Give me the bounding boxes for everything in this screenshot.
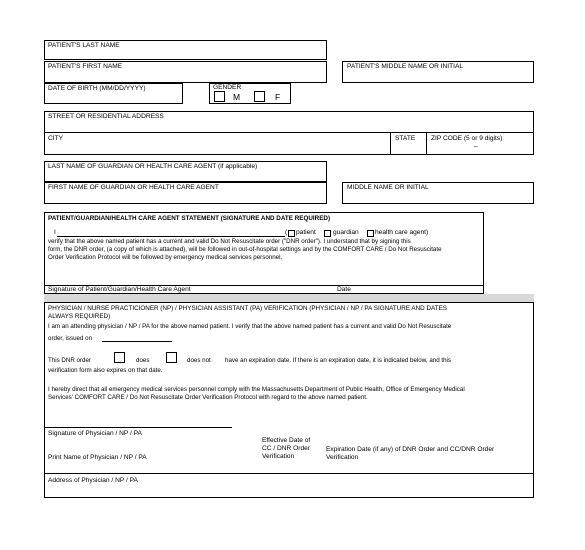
statement-body-line1: verify that the above named patient has a current and valid Do Not Resuscitate order ("DNR order"). I understand that by signing this — [48, 238, 411, 245]
gender-f-checkbox[interactable] — [254, 91, 265, 102]
statement-guardian-checkbox[interactable] — [324, 230, 331, 237]
patient-street-label: STREET OR RESIDENTIAL ADDRESS — [48, 113, 164, 120]
statement-agent-label: health care agent) — [375, 229, 429, 236]
statement-i-label: I — [54, 229, 56, 236]
physician-address-label: Address of Physician / NP / PA — [48, 477, 138, 484]
physician-signature-label: Signature of Physician / NP / PA — [48, 430, 142, 437]
patient-last-name-label: PATIENT'S LAST NAME — [48, 42, 120, 49]
patient-zip-dash: – — [474, 143, 478, 150]
patient-first-name-label: PATIENT'S FIRST NAME — [48, 63, 123, 70]
physician-address-line[interactable] — [44, 473, 534, 474]
physician-signature-line[interactable] — [44, 427, 232, 428]
dnr-does-label: does — [136, 357, 150, 364]
physician-attest-line2: order, issued on — [48, 335, 93, 342]
physician-attest-line1: I am an attending physician / NP / PA for the above named patient. I verify that the above named patient has a current and valid Do Not Resuscitate — [48, 323, 452, 330]
patient-middle-name-label: PATIENT'S MIDDLE NAME OR INITIAL — [347, 63, 464, 70]
dnr-does-checkbox[interactable] — [114, 352, 125, 363]
gender-m-checkbox[interactable] — [214, 91, 225, 102]
dnr-does-not-label: does not — [187, 357, 211, 364]
patient-dob-label: DATE OF BIRTH (MM/DD/YYYY) — [48, 85, 146, 92]
statement-body-line3: Order Verification Protocol will be followed by emergency medical services personnel. — [48, 254, 283, 261]
patient-zip-label: ZIP CODE (5 or 9 digits) — [431, 135, 503, 142]
statement-signature-label: Signature of Patient/Guardian/Health Care Agent — [48, 286, 191, 293]
patient-state-label: STATE — [395, 135, 416, 142]
guardian-first-name-label: FIRST NAME OF GUARDIAN OR HEALTH CARE AGENT — [48, 184, 219, 191]
verification-expires-text: verification form also expires on that date. — [48, 367, 163, 374]
statement-patient-label: patient — [296, 229, 316, 236]
physician-title-line1: PHYSICIAN / NURSE PRACTICIONER (NP) / PHYSICIAN ASSISTANT (PA) VERIFICATION (PHYSICIAN / NP / PA SIGNATURE AND DATES — [48, 305, 447, 312]
physician-direct-line2: Services' COMFORT CARE / Do Not Resuscitate Order Verification Protocol with regard to the above named patient. — [48, 394, 368, 401]
expiration-text: have an expiration date. If there is an expiration date, it is indicated below, and this — [225, 357, 451, 364]
statement-title: PATIENT/GUARDIAN/HEALTH CARE AGENT STATEMENT (SIGNATURE AND DATE REQUIRED) — [48, 215, 331, 222]
physician-print-name-label: Print Name of Physician / NP / PA — [48, 454, 147, 461]
gender-f-label: F — [275, 92, 281, 102]
statement-agent-checkbox[interactable] — [367, 230, 374, 237]
dnr-does-not-checkbox[interactable] — [166, 352, 177, 363]
statement-date-label: Date — [337, 286, 351, 293]
statement-paren-open: ( — [285, 229, 288, 236]
issued-on-date-line[interactable] — [102, 341, 172, 342]
statement-name-line[interactable] — [57, 236, 285, 237]
guardian-last-name-label: LAST NAME OF GUARDIAN OR HEALTH CARE AGENT (if applicable) — [48, 163, 258, 170]
physician-title-line2: ALWAYS REQUIRED) — [48, 313, 111, 320]
patient-city-field[interactable] — [45, 133, 390, 154]
section-divider-band — [44, 294, 534, 302]
statement-body-line2: form, the DNR order, (a copy of which is attached), will be followed in out-of-hospital settings and by the COMFORT CARE / Do Not Resuscitate — [48, 246, 442, 253]
dnr-order-label: This DNR order — [48, 357, 91, 364]
gender-m-label: M — [233, 92, 241, 102]
statement-patient-checkbox[interactable] — [288, 230, 295, 237]
effective-date-line1: Effective Date of — [262, 437, 311, 444]
effective-date-line2: CC / DNR Order — [262, 445, 310, 452]
patient-gender-label: GENDER — [213, 84, 242, 91]
expiration-date-line2: Verification — [326, 454, 359, 461]
physician-direct-line1: I hereby direct that all emergency medical services personnel comply with the Massachusetts Department of Public Health, Office of Emergency Medical — [48, 386, 465, 393]
effective-date-line3: Verification — [262, 453, 295, 460]
guardian-middle-name-label: MIDDLE NAME OR INITIAL — [347, 184, 429, 191]
patient-city-label: CITY — [48, 135, 64, 142]
statement-guardian-label: guardian — [333, 229, 359, 236]
expiration-date-line1: Expiration Date (if any) of DNR Order and CC/DNR Order — [326, 446, 495, 453]
